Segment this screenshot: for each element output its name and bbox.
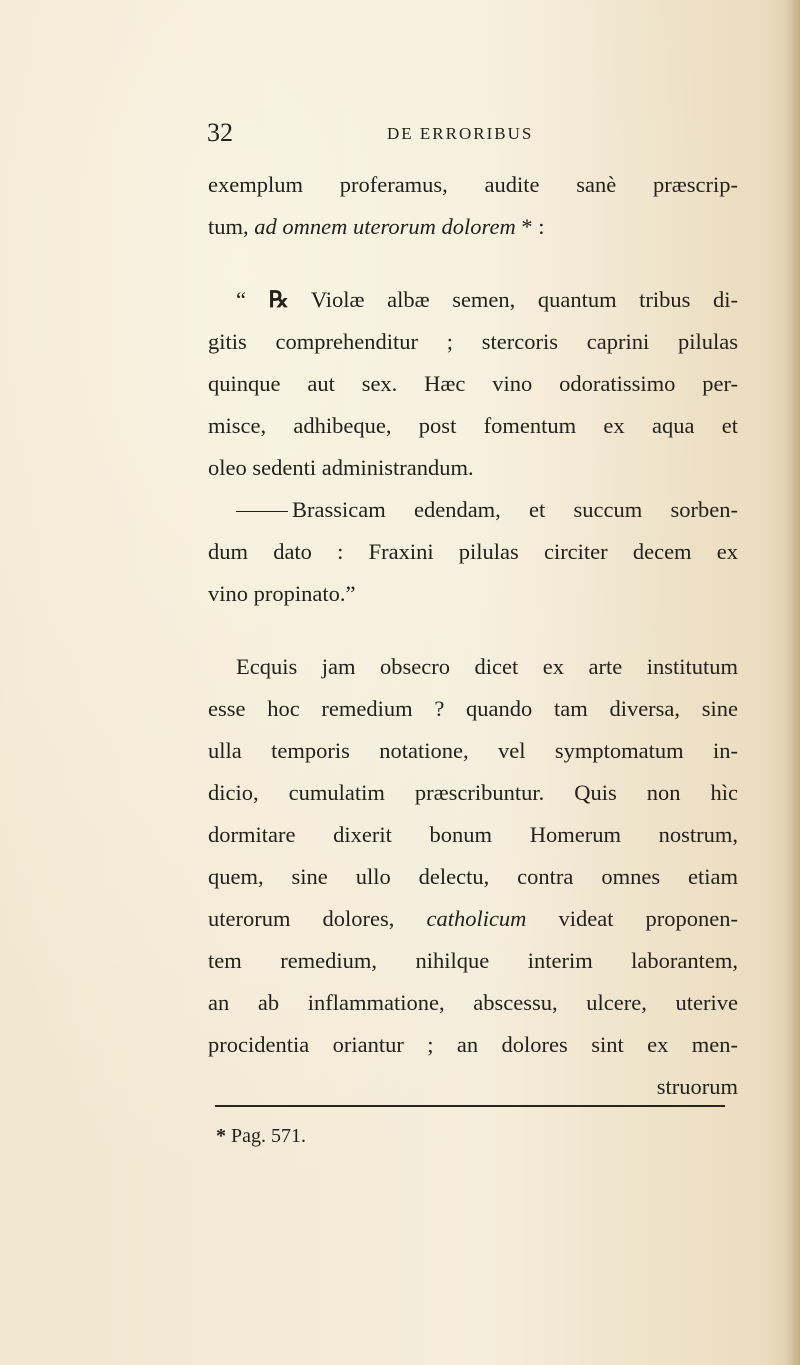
text-line: dicio, cumulatim præscribuntur. Quis non hìc — [208, 780, 738, 805]
text-line: ulla temporis notatione, vel symptomatum in- — [208, 738, 738, 763]
text-line: tem remedium, nihilque interim laborantem, — [208, 948, 738, 973]
footnote-mark: * — [216, 1125, 226, 1147]
footnote-rule — [215, 1105, 725, 1107]
text-line: gitis comprehenditur ; stercoris caprini pilulas — [208, 329, 738, 354]
text-line: uterorum dolores, catholicum videat proponen- — [208, 906, 738, 931]
page-number: 32 — [207, 118, 233, 147]
catchword: struorum — [656, 1074, 738, 1099]
italic-word: catholicum — [426, 906, 527, 931]
text-line: quinque aut sex. Hæc vino odoratissimo per- — [208, 371, 738, 396]
text-line: procidentia oriantur ; an dolores sint ex men- — [208, 1032, 738, 1057]
dash-rule — [236, 511, 288, 512]
text-line: Brassicam edendam, et succum sorben- — [208, 489, 738, 531]
text-line: vino propinato.” — [208, 581, 356, 606]
italic-phrase: ad omnem uterorum dolorem — [254, 214, 516, 239]
page-header — [0, 118, 800, 148]
body-text — [208, 164, 738, 1108]
text-line: tum, ad omnem uterorum dolorem * : — [208, 214, 545, 239]
text-line: misce, adhibeque, post fomentum ex aqua et — [208, 413, 738, 438]
text-line: exemplum proferamus, audite sanè præscrip- — [208, 172, 738, 197]
text-line: esse hoc remedium ? quando tam diversa, sine — [208, 696, 738, 721]
running-head: DE ERRORIBUS — [387, 124, 534, 143]
footnote — [216, 1125, 306, 1148]
text-line: oleo sedenti administrandum. — [208, 455, 474, 480]
text-line: “ ℞ Violæ albæ semen, quantum tribus di- — [236, 287, 738, 312]
page-edge-shadow — [786, 0, 800, 1365]
text-line: dum dato : Fraxini pilulas circiter decem ex — [208, 539, 738, 564]
text-line: an ab inflammatione, abscessu, ulcere, uterive — [208, 990, 738, 1015]
recipe-symbol: ℞ — [268, 287, 289, 312]
text-line: quem, sine ullo delectu, contra omnes etiam — [208, 864, 738, 889]
text-line: Ecquis jam obsecro dicet ex arte institutum — [236, 654, 738, 679]
text-line: dormitare dixerit bonum Homerum nostrum, — [208, 822, 738, 847]
footnote-text: Pag. 571. — [226, 1125, 306, 1147]
